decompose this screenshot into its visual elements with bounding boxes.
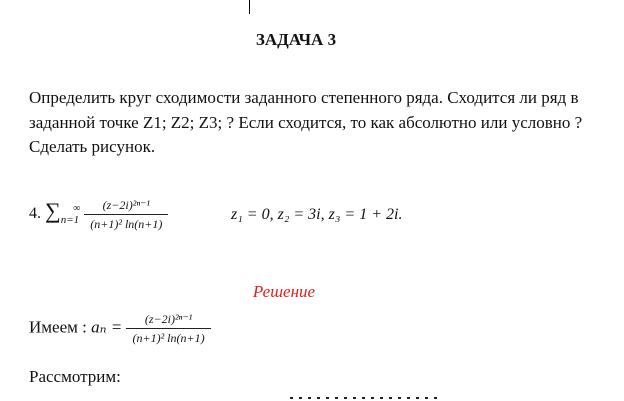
sum-upper-limit: ∞: [73, 203, 81, 215]
page-title: ЗАДАЧА 3: [255, 30, 337, 49]
series-numerator: (z−2i)²ⁿ⁻¹: [102, 198, 151, 212]
have-line: [29, 312, 211, 345]
series-fraction: [84, 198, 168, 231]
sum-symbol: ∑: [45, 198, 61, 224]
series-denominator: (n+1)² ln(n+1): [84, 214, 168, 231]
cropped-formula-fragment: [290, 397, 440, 399]
have-fraction: [126, 312, 210, 345]
have-prefix: Имеем :: [29, 317, 87, 337]
have-lhs: aₙ =: [91, 317, 123, 337]
task-series: [29, 198, 168, 231]
text-cursor: [249, 0, 250, 14]
task-number: 4.: [29, 205, 41, 223]
have-denominator: (n+1)² ln(n+1): [126, 328, 210, 345]
consider-line: Рассмотрим:: [29, 367, 121, 386]
have-numerator: (z−2i)²ⁿ⁻¹: [144, 312, 193, 326]
task-points: z₁ = 0, z₂ = 3i, z₃ = 1 + 2i.: [231, 206, 403, 223]
problem-statement: Определить круг сходимости заданного степенного ряда. Сходится ли ряд в заданной точке Z1; Z2; Z3; ? Если сходится, то как абсолютно или условно ? Сделать рисунок.: [29, 88, 583, 156]
solution-heading: Решение: [252, 282, 316, 301]
sum-lower-limit: n=1: [60, 214, 80, 227]
